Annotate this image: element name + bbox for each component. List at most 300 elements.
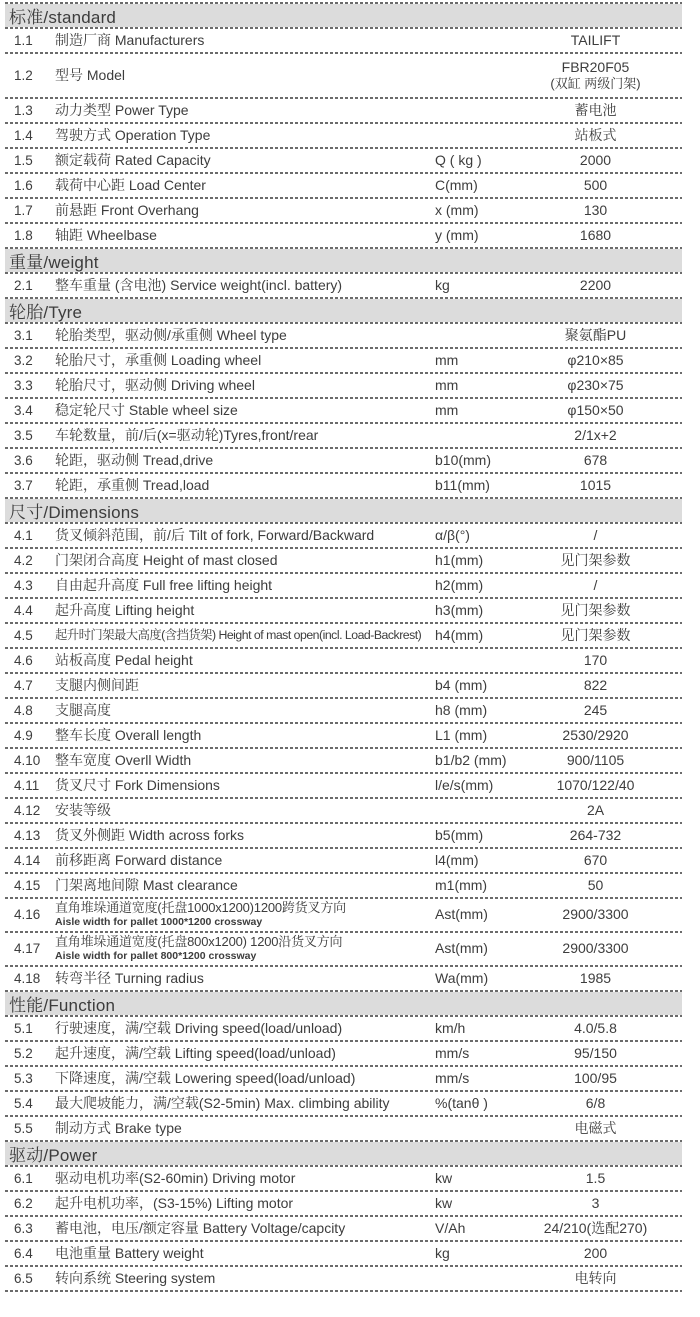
section-header: 重量/weight [5, 249, 682, 272]
row-value: FBR20F05 [561, 58, 630, 75]
row-unit: b1/b2 (mm) [435, 751, 507, 768]
row-label: 轮胎类型，驱动侧/承重侧 Wheel type [55, 326, 287, 343]
row-label-cell [55, 528, 435, 544]
row-number: 4.12 [14, 802, 41, 818]
row-unit: b10(mm) [435, 451, 492, 468]
row-unit: kw [435, 1194, 453, 1211]
row-value-cell [515, 403, 682, 419]
row-unit: L1 (mm) [435, 726, 488, 743]
row-unit: y (mm) [435, 226, 479, 243]
row-label-cell [55, 203, 435, 219]
spec-row [5, 1017, 682, 1040]
row-label-cell [55, 853, 435, 869]
row-value-secondary: (双缸 两级门架) [550, 75, 641, 91]
spec-row [5, 933, 682, 965]
row-unit: l4(mm) [435, 851, 479, 868]
row-value-cell [515, 128, 682, 144]
row-number: 1.6 [14, 177, 33, 193]
row-label: 整车宽度 Overll Width [55, 751, 192, 768]
row-label-cell [55, 878, 435, 894]
row-number: 5.3 [14, 1070, 33, 1086]
row-label-cell [55, 728, 435, 744]
spec-row [5, 749, 682, 772]
row-number: 4.13 [14, 827, 41, 843]
spec-row [5, 399, 682, 422]
row-value-cell [515, 60, 682, 91]
row-label-cell [55, 935, 435, 962]
row-label-cell [55, 328, 435, 344]
row-number: 4.17 [14, 941, 41, 957]
spec-table [5, 2, 682, 1292]
row-label-cell [55, 1196, 435, 1212]
spec-row [5, 1092, 682, 1115]
row-label: 门架离地间隙 Mast clearance [55, 876, 238, 893]
row-label: 车轮数量，前/后(x=驱动轮)Tyres,front/rear [55, 426, 319, 443]
row-unit: C(mm) [435, 176, 478, 193]
row-label: 起升速度，满/空载 Lifting speed(load/unload) [55, 1044, 336, 1061]
section-header: 尺寸/Dimensions [5, 499, 682, 522]
row-value: TAILIFT [570, 31, 621, 48]
row-label: 转向系统 Steering system [55, 1269, 216, 1286]
row-value: 245 [583, 701, 608, 718]
row-number: 1.1 [14, 32, 33, 48]
row-unit: h4(mm) [435, 626, 484, 643]
spec-row [5, 967, 682, 990]
row-number: 6.3 [14, 1220, 33, 1236]
row-value-cell [515, 753, 682, 769]
row-number: 6.1 [14, 1170, 33, 1186]
row-label: 起升高度 Lifting height [55, 601, 195, 618]
section-header: 标准/standard [5, 4, 682, 27]
row-number: 1.3 [14, 102, 33, 118]
row-label-cell [55, 753, 435, 769]
row-label-cell [55, 178, 435, 194]
row-number: 3.3 [14, 377, 33, 393]
spec-row [5, 1117, 682, 1140]
row-label-cell [55, 778, 435, 794]
row-value: 1.5 [585, 1169, 606, 1186]
row-value-cell [515, 1046, 682, 1062]
spec-row [5, 549, 682, 572]
row-label-cell [55, 1171, 435, 1187]
row-label: 货叉外侧距 Width across forks [55, 826, 245, 843]
row-value: 4.0/5.8 [574, 1019, 617, 1036]
row-value: 100/95 [574, 1069, 617, 1086]
row-value: φ210×85 [567, 351, 624, 368]
row-label-cell [55, 1121, 435, 1137]
row-unit: %(tanθ ) [435, 1094, 488, 1111]
row-unit: h2(mm) [435, 576, 484, 593]
row-label: 载荷中心距 Load Center [55, 176, 206, 193]
section-header: 轮胎/Tyre [5, 299, 682, 322]
row-label: 整车重量 (含电池) Service weight(incl. battery) [55, 276, 343, 293]
row-value-cell [515, 378, 682, 394]
row-label: 驾驶方式 Operation Type [55, 126, 211, 143]
row-label: 门架闭合高度 Height of mast closed [55, 551, 278, 568]
row-unit: Wa(mm) [435, 969, 489, 986]
row-value-cell [515, 878, 682, 894]
row-label-cell [55, 1046, 435, 1062]
row-value: 1070/122/40 [556, 776, 635, 793]
spec-row [5, 224, 682, 247]
row-label-cell [55, 1071, 435, 1087]
row-number: 3.4 [14, 402, 33, 418]
row-label: 制动方式 Brake type [55, 1119, 182, 1136]
row-value-cell [515, 353, 682, 369]
row-value: 1985 [579, 969, 612, 986]
row-label: 轴距 Wheelbase [55, 226, 157, 243]
row-value-cell [515, 103, 682, 119]
row-label-cell [55, 971, 435, 987]
row-value-cell [515, 1221, 682, 1237]
row-number: 5.1 [14, 1020, 33, 1036]
row-value: / [593, 526, 598, 543]
row-label: 站板高度 Pedal height [55, 651, 193, 668]
row-value-cell [515, 453, 682, 469]
row-value: 见门架参数 [560, 601, 631, 618]
row-value: 2900/3300 [562, 906, 629, 923]
spec-row [5, 374, 682, 397]
row-value-cell [515, 703, 682, 719]
row-number: 5.2 [14, 1045, 33, 1061]
row-value: 聚氨酯PU [564, 326, 627, 343]
row-unit: h8 (mm) [435, 701, 488, 718]
spec-row [5, 649, 682, 672]
row-value-cell [515, 428, 682, 444]
row-value: 95/150 [574, 1044, 617, 1061]
row-label: 货叉尺寸 Fork Dimensions [55, 776, 220, 793]
row-number: 5.5 [14, 1120, 33, 1136]
row-value-cell [515, 907, 682, 923]
row-label-cell [55, 33, 435, 49]
row-label: 前悬距 Front Overhang [55, 201, 199, 218]
row-unit: h1(mm) [435, 551, 484, 568]
row-label-cell [55, 353, 435, 369]
row-label-cell [55, 378, 435, 394]
row-number: 1.2 [14, 67, 33, 83]
row-value-cell [515, 828, 682, 844]
row-unit: mm/s [435, 1044, 470, 1061]
row-label-cell [55, 453, 435, 469]
row-value-cell [515, 1121, 682, 1137]
row-unit: kg [435, 276, 450, 293]
row-label: 型号 Model [55, 66, 126, 83]
spec-row [5, 699, 682, 722]
row-label-cell [55, 603, 435, 619]
row-unit: V/Ah [435, 1219, 466, 1236]
row-value: 2200 [579, 276, 612, 293]
row-value: 170 [583, 651, 608, 668]
row-label: 最大爬坡能力，满/空载(S2-5min) Max. climbing ability [55, 1094, 390, 1111]
row-value-cell [515, 1071, 682, 1087]
spec-row [5, 29, 682, 52]
row-unit: Ast(mm) [435, 940, 488, 957]
row-number: 2.1 [14, 277, 33, 293]
row-label: 行驶速度，满/空载 Driving speed(load/unload) [55, 1019, 343, 1036]
spec-row [5, 899, 682, 931]
row-unit: x (mm) [435, 201, 479, 218]
row-value-cell [515, 478, 682, 494]
row-number: 4.4 [14, 602, 33, 618]
spec-row [5, 174, 682, 197]
row-value: 200 [583, 1244, 608, 1261]
row-label-cell [55, 478, 435, 494]
row-number: 4.8 [14, 702, 33, 718]
spec-row [5, 1042, 682, 1065]
row-label: 起升时门架最大高度(含挡货架) Height of mast open(incl. Load-Backrest) [55, 627, 422, 642]
spec-row [5, 124, 682, 147]
spec-row [5, 1242, 682, 1265]
row-label: 驱动电机功率(S2-60min) Driving motor [55, 1169, 296, 1186]
spec-row [5, 674, 682, 697]
row-value-cell [515, 178, 682, 194]
section-header: 驱动/Power [5, 1142, 682, 1165]
row-value-cell [515, 653, 682, 669]
row-number: 3.1 [14, 327, 33, 343]
row-number: 4.18 [14, 970, 41, 986]
row-label: 起升电机功率，(S3-15%) Lifting motor [55, 1194, 294, 1211]
row-number: 6.4 [14, 1245, 33, 1261]
row-value-cell [515, 728, 682, 744]
row-label: 轮距，承重侧 Tread,load [55, 476, 210, 493]
spec-row [5, 774, 682, 797]
row-label: 轮胎尺寸，驱动侧 Driving wheel [55, 376, 255, 393]
row-value-cell [515, 1271, 682, 1287]
row-value-cell [515, 1171, 682, 1187]
row-value: 2900/3300 [562, 940, 629, 957]
row-value: 2000 [579, 151, 612, 168]
row-value: 见门架参数 [560, 551, 631, 568]
row-number: 4.3 [14, 577, 33, 593]
row-label-cell [55, 128, 435, 144]
spec-row [5, 199, 682, 222]
row-value-cell [515, 603, 682, 619]
row-unit: b4 (mm) [435, 676, 488, 693]
spec-row [5, 449, 682, 472]
row-number: 1.8 [14, 227, 33, 243]
row-number: 4.15 [14, 877, 41, 893]
row-value: 站板式 [574, 126, 617, 143]
row-label: 动力类型 Power Type [55, 101, 189, 118]
spec-row [5, 1167, 682, 1190]
row-value-cell [515, 1246, 682, 1262]
row-number: 4.7 [14, 677, 33, 693]
row-number: 5.4 [14, 1095, 33, 1111]
spec-row [5, 1067, 682, 1090]
spec-row [5, 1217, 682, 1240]
row-label-cell [55, 403, 435, 419]
row-label-cell [55, 553, 435, 569]
row-label: 支腿内侧间距 [55, 676, 139, 693]
row-label-cell [55, 428, 435, 444]
row-value: 822 [583, 676, 608, 693]
row-unit: α/β(°) [435, 526, 470, 543]
row-number: 1.7 [14, 202, 33, 218]
row-value-cell [515, 1196, 682, 1212]
row-value-cell [515, 971, 682, 987]
row-value: 264-732 [569, 826, 622, 843]
row-unit: mm [435, 351, 459, 368]
row-number: 3.2 [14, 352, 33, 368]
row-number: 4.10 [14, 752, 41, 768]
row-unit: kw [435, 1169, 453, 1186]
row-value: 1680 [579, 226, 612, 243]
row-label-cell [55, 678, 435, 694]
row-label: 蓄电池，电压/额定容量 Battery Voltage/capcity [55, 1219, 346, 1236]
row-unit: kg [435, 1244, 450, 1261]
row-value-cell [515, 553, 682, 569]
row-label: 制造厂商 Manufacturers [55, 31, 205, 48]
row-label-cell [55, 1271, 435, 1287]
row-label-cell [55, 103, 435, 119]
row-label-cell [55, 1221, 435, 1237]
spec-row [5, 1192, 682, 1215]
row-value-cell [515, 778, 682, 794]
row-label: 额定载荷 Rated Capacity [55, 151, 211, 168]
row-value: 6/8 [585, 1094, 606, 1111]
spec-row [5, 724, 682, 747]
row-label-cell [55, 68, 435, 84]
spec-row [5, 849, 682, 872]
row-value-cell [515, 528, 682, 544]
row-sublabel: Aisle width for pallet 1000*1200 crossway [55, 915, 263, 928]
spec-row [5, 799, 682, 822]
row-value: 2A [586, 801, 605, 818]
row-label-cell [55, 901, 435, 928]
row-value: 3 [591, 1194, 600, 1211]
spec-row [5, 574, 682, 597]
row-number: 1.5 [14, 152, 33, 168]
row-number: 4.11 [14, 777, 40, 793]
row-value-cell [515, 1096, 682, 1112]
row-number: 3.6 [14, 452, 33, 468]
row-label-cell [55, 278, 435, 294]
row-number: 6.2 [14, 1195, 33, 1211]
row-value: 24/210(选配270) [543, 1219, 648, 1236]
row-label: 转弯半径 Turning radius [55, 969, 204, 986]
spec-row [5, 54, 682, 97]
row-label-cell [55, 1021, 435, 1037]
row-value: φ150×50 [567, 401, 624, 418]
row-value: 见门架参数 [560, 626, 631, 643]
row-unit: km/h [435, 1019, 466, 1036]
row-value-cell [515, 328, 682, 344]
row-label: 直角堆垛通道宽度(托盘1000x1200)1200跨货叉方向 [55, 900, 346, 916]
row-value: φ230×75 [567, 376, 624, 393]
row-unit: b11(mm) [435, 476, 490, 493]
spec-row [5, 1267, 682, 1290]
row-unit: mm [435, 376, 459, 393]
row-value-cell [515, 33, 682, 49]
row-unit: mm/s [435, 1069, 470, 1086]
row-value: 电转向 [574, 1269, 617, 1286]
row-value: 670 [583, 851, 608, 868]
row-value: 130 [583, 201, 608, 218]
row-label: 直角堆垛通道宽度(托盘800x1200) 1200沿货叉方向 [55, 934, 343, 950]
spec-row [5, 624, 682, 647]
row-number: 4.1 [14, 527, 33, 543]
row-label-cell [55, 828, 435, 844]
spec-row [5, 424, 682, 447]
row-value: 1015 [579, 476, 612, 493]
row-number: 4.5 [14, 627, 33, 643]
row-label: 前移距离 Forward distance [55, 851, 223, 868]
section-header: 性能/Function [5, 992, 682, 1015]
row-value-cell [515, 578, 682, 594]
spec-row [5, 599, 682, 622]
row-value-cell [515, 941, 682, 957]
row-number: 4.9 [14, 727, 33, 743]
row-unit: l/e/s(mm) [435, 776, 494, 793]
row-value-cell [515, 228, 682, 244]
row-label: 下降速度，满/空载 Lowering speed(load/unload) [55, 1069, 356, 1086]
row-value-cell [515, 628, 682, 644]
row-value: 蓄电池 [574, 101, 617, 118]
row-unit: b5(mm) [435, 826, 484, 843]
row-number: 4.2 [14, 552, 33, 568]
row-value: 50 [587, 876, 604, 893]
row-value: 电磁式 [574, 1119, 617, 1136]
row-number: 1.4 [14, 127, 33, 143]
row-number: 4.14 [14, 852, 41, 868]
row-unit: h3(mm) [435, 601, 484, 618]
row-label-cell [55, 153, 435, 169]
row-unit: Ast(mm) [435, 906, 488, 923]
row-value: 900/1105 [566, 751, 625, 768]
row-label-cell [55, 653, 435, 669]
spec-row [5, 324, 682, 347]
row-label: 安装等级 [55, 801, 111, 818]
row-value-cell [515, 853, 682, 869]
row-number: 4.16 [14, 907, 41, 923]
row-value-cell [515, 153, 682, 169]
spec-row [5, 349, 682, 372]
row-unit: mm [435, 401, 459, 418]
row-number: 4.6 [14, 652, 33, 668]
row-label: 自由起升高度 Full free lifting height [55, 576, 273, 593]
row-unit: Q ( kg ) [435, 151, 482, 168]
spec-row [5, 524, 682, 547]
row-label-cell [55, 1096, 435, 1112]
row-value: 2530/2920 [562, 726, 629, 743]
spec-row [5, 99, 682, 122]
row-label: 稳定轮尺寸 Stable wheel size [55, 401, 238, 418]
spec-row [5, 474, 682, 497]
row-value-cell [515, 803, 682, 819]
row-label: 整车长度 Overall length [55, 726, 202, 743]
row-label: 轮胎尺寸，承重侧 Loading wheel [55, 351, 262, 368]
row-value-cell [515, 678, 682, 694]
row-value-cell [515, 203, 682, 219]
row-label-cell [55, 629, 435, 643]
row-value-cell [515, 278, 682, 294]
spec-row [5, 149, 682, 172]
row-unit: m1(mm) [435, 876, 488, 893]
spec-row [5, 874, 682, 897]
row-value: 678 [583, 451, 608, 468]
row-number: 3.5 [14, 427, 33, 443]
row-label: 货叉倾斜范围，前/后 Tilt of fork, Forward/Backward [55, 526, 375, 543]
row-label-cell [55, 228, 435, 244]
row-sublabel: Aisle width for pallet 800*1200 crossway [55, 949, 257, 962]
row-label-cell [55, 803, 435, 819]
row-label: 电池重量 Battery weight [55, 1244, 204, 1261]
row-value: / [593, 576, 598, 593]
row-value: 2/1x+2 [574, 426, 617, 443]
row-label: 轮距，驱动侧 Tread,drive [55, 451, 214, 468]
spec-row [5, 824, 682, 847]
row-label-cell [55, 578, 435, 594]
